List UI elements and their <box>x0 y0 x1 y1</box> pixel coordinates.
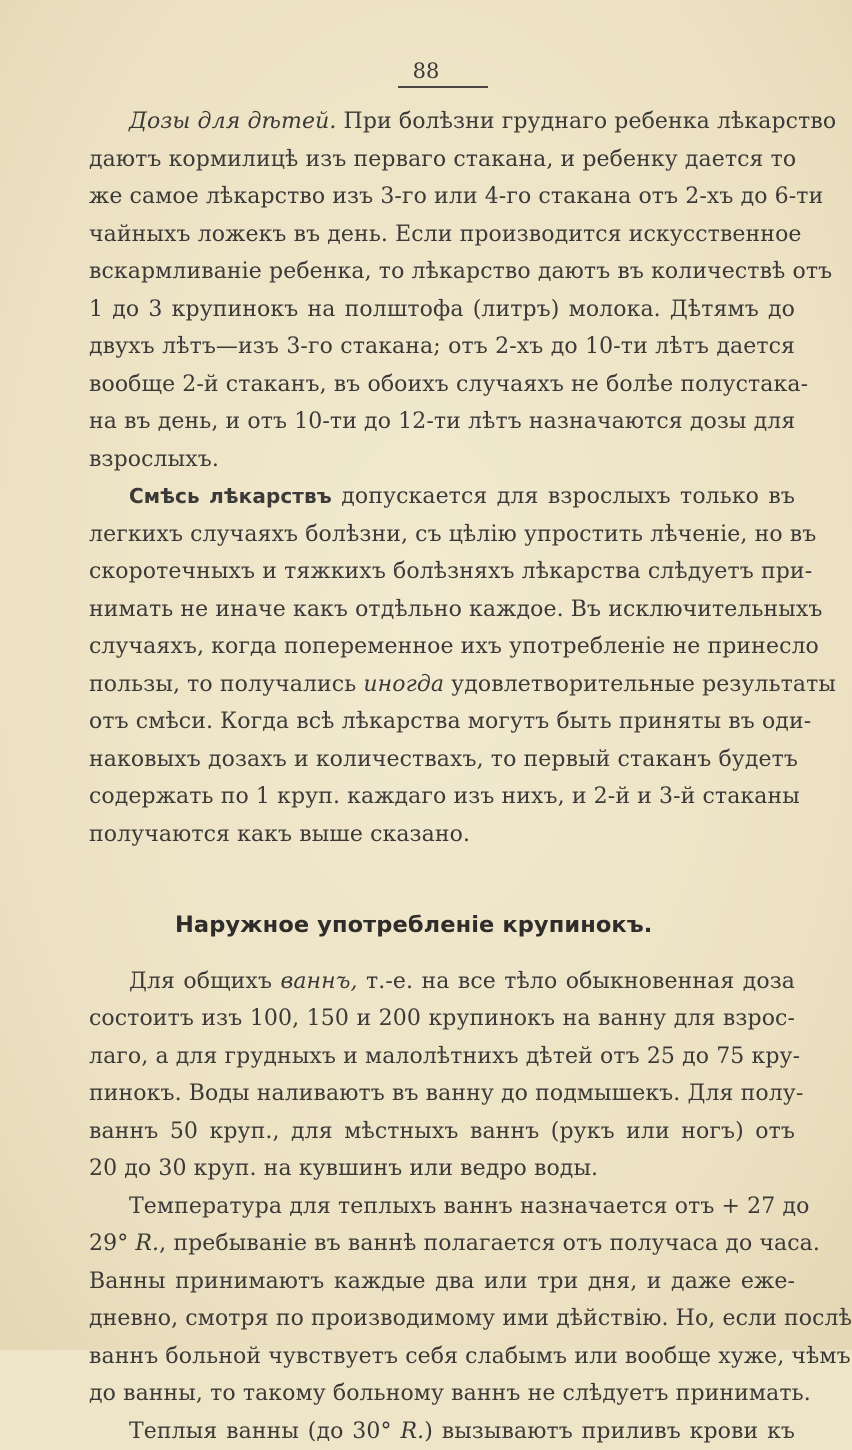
text-line: Смѣсь лѣкарствъ допускается для взрослыхъ только въ <box>89 478 795 516</box>
text-line: лаго, а для грудныхъ и малолѣтнихъ дѣтей отъ 25 до 75 кру- <box>89 1038 795 1076</box>
text-line: 20 до 30 круп. на кувшинъ или ведро воды. <box>89 1150 795 1188</box>
text-line: пинокъ. Воды наливаютъ въ ванну до подмышекъ. Для полу- <box>89 1075 795 1113</box>
text-line: на въ день, и отъ 10-ти до 12-ти лѣтъ назначаются дозы для <box>89 403 795 441</box>
text-line: до ванны, то такому больному ваннъ не слѣдуетъ принимать. <box>89 1375 795 1413</box>
text-line: же самое лѣкарство изъ 3-го или 4-го стакана отъ 2-хъ до 6-ти <box>89 178 795 216</box>
text-line: случаяхъ, когда попеременное ихъ употребленіе не принесло <box>89 628 795 666</box>
text-line: вообще 2-й стаканъ, въ обоихъ случаяхъ не болѣе полустака- <box>89 366 795 404</box>
text-line: чайныхъ ложекъ въ день. Если производится искусственное <box>89 216 795 254</box>
text-line: Дозы для дѣтей. При болѣзни груднаго ребенка лѣкарство <box>89 103 795 141</box>
run-in-heading-children-doses: Дозы для дѣтей. <box>129 109 336 134</box>
text-line: легкихъ случаяхъ болѣзни, съ цѣлію упростить лѣченіе, но въ <box>89 516 795 554</box>
spacer <box>89 945 795 963</box>
text-line: содержать по 1 круп. каждаго изъ нихъ, и 2-й и 3-й стаканы <box>89 778 795 816</box>
text-line: Ванны принимаютъ каждые два или три дня, и даже еже- <box>89 1263 795 1301</box>
text-line: нимать не иначе какъ отдѣльно каждое. Въ исключительныхъ <box>89 591 795 629</box>
text-line: ваннъ 50 круп., для мѣстныхъ ваннъ (рукъ или ногъ) отъ <box>89 1113 795 1151</box>
text-line: наковыхъ дозахъ и количествахъ, то первый стаканъ будетъ <box>89 741 795 779</box>
text-line: Температура для теплыхъ ваннъ назначается отъ + 27 до <box>89 1188 795 1226</box>
text-line: двухъ лѣтъ—изъ 3-го стакана; отъ 2-хъ до 10-ти лѣтъ дается <box>89 328 795 366</box>
text-line: получаются какъ выше сказано. <box>89 816 795 854</box>
text-line: даютъ кормилицѣ изъ перваго стакана, и ребенку дается то <box>89 141 795 179</box>
text-line: вскармливаніе ребенка, то лѣкарство даютъ въ количествѣ отъ <box>89 253 795 291</box>
paragraph-warm-baths <box>89 1413 795 1450</box>
text-line: Для общихъ ваннъ, т.-е. на все тѣло обыкновенная доза <box>89 963 795 1001</box>
text-line: отъ смѣси. Когда всѣ лѣкарства могутъ быть приняты въ оди- <box>89 703 795 741</box>
page-number-rule <box>398 86 488 88</box>
text-line: скоротечныхъ и тяжкихъ болѣзняхъ лѣкарства слѣдуетъ при- <box>89 553 795 591</box>
page-body <box>89 103 795 1450</box>
text-line: состоитъ изъ 100, 150 и 200 крупинокъ на ванну для взрос- <box>89 1000 795 1038</box>
paragraph-children-doses <box>89 103 795 478</box>
paragraph-bath-temperature <box>89 1188 795 1413</box>
text-line: ваннъ больной чувствуетъ себя слабымъ или вообще хуже, чѣмъ <box>89 1338 795 1376</box>
spacer <box>89 853 795 907</box>
text-line: 1 до 3 крупинокъ на полштофа (литръ) молока. Дѣтямъ до <box>89 291 795 329</box>
text-line: пользы, то получались иногда удовлетворительные результаты <box>89 666 795 704</box>
text-line: Теплыя ванны (до 30° R.) вызываютъ приливъ крови къ <box>89 1413 795 1450</box>
paragraph-medicine-mixture <box>89 478 795 853</box>
paragraph-bath-doses <box>89 963 795 1188</box>
run-in-heading-mixture: Смѣсь лѣкарствъ <box>129 484 332 508</box>
text-line: 29° R., пребываніе въ ваннѣ полагается отъ получаса до часа. <box>89 1225 795 1263</box>
text-line: взрослыхъ. <box>89 441 795 479</box>
page-number: 88 <box>0 58 852 84</box>
text-line: дневно, смотря по производимому ими дѣйствію. Но, если послѣ <box>89 1300 795 1338</box>
section-heading: Наружное употребленіе крупинокъ. <box>89 907 795 945</box>
